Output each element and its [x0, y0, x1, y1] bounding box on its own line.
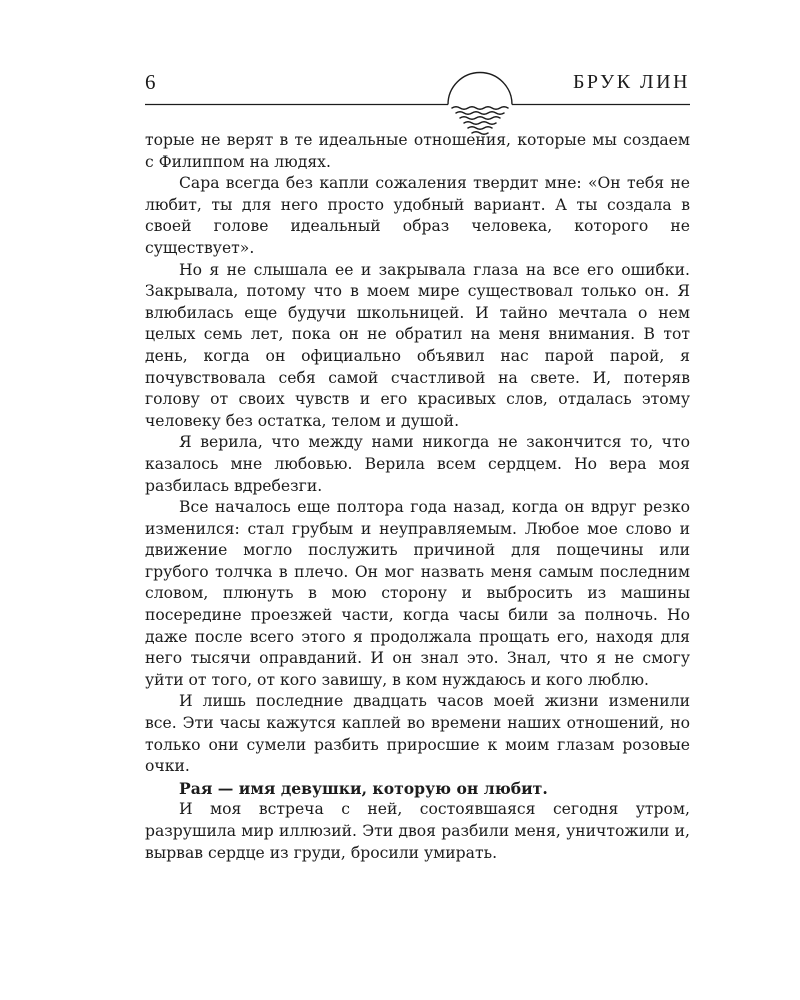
body-text — [145, 130, 690, 864]
paragraph: Я верила, что между нами никогда не закончится то, что казалось мне любовью. Верила всем сердцем. Но вера моя разбилась вдребезги. — [145, 433, 690, 495]
paragraph: И лишь последние двадцать часов моей жизни изменили все. Эти часы кажутся каплей во времени наших отношений, но только они сумели разбить приросшие к моим глазам розовые очки. — [145, 692, 690, 776]
paragraph: Все началось еще полтора года назад, когда он вдруг резко изменился: стал грубым и неуправляемым. Любое мое слово и движение могло послужить причиной для пощечины или грубого толчка в плечо. Он мог назвать меня самым последним словом, плюнуть в мою сторону и выбросить из машины посередине проезжей части, когда часы били за полночь. Но даже после всего этого я продолжала прощать его, находя для него тысячи оправданий. И он знал это. Знал, что я не смогу уйти от того, от кого завишу, в ком нуждаюсь и кого люблю. — [145, 498, 690, 689]
emphasized-line: Рая — имя девушки, которую он любит. — [179, 778, 548, 798]
paragraph: Сара всегда без капли сожаления твердит мне: «Он тебя не любит, ты для него просто удобный вариант. А ты создала в своей голове идеальный образ человека, которого не существует». — [145, 174, 690, 257]
paragraph: И моя встреча с ней, состоявшаяся сегодня утром, разрушила мир иллюзий. Эти двоя разбили меня, уничтожили и, вырвав сердце из груди, бросили умирать. — [145, 800, 690, 862]
paragraph-continued: торые не верят в те идеальные отношения, которые мы создаем с Филиппом на людях. — [145, 131, 690, 171]
paragraph: Но я не слышала ее и закрывала глаза на все его ошибки. Закрывала, потому что в моем мире существовал только он. Я влюбилась еще будучи школьницей. И тайно мечтала о нем целых семь лет, пока он не обратил на меня внимания. В тот день, когда он официально объявил нас парой парой, я почувствовала себя самой счастливой на свете. И, потеряв голову от своих чувств и его красивых слов, отдалась этому человеку без остатка, телом и душой. — [145, 260, 690, 430]
page-header — [0, 0, 800, 140]
page-number: 6 — [145, 70, 156, 94]
running-head-author: БРУК ЛИН — [572, 71, 690, 93]
